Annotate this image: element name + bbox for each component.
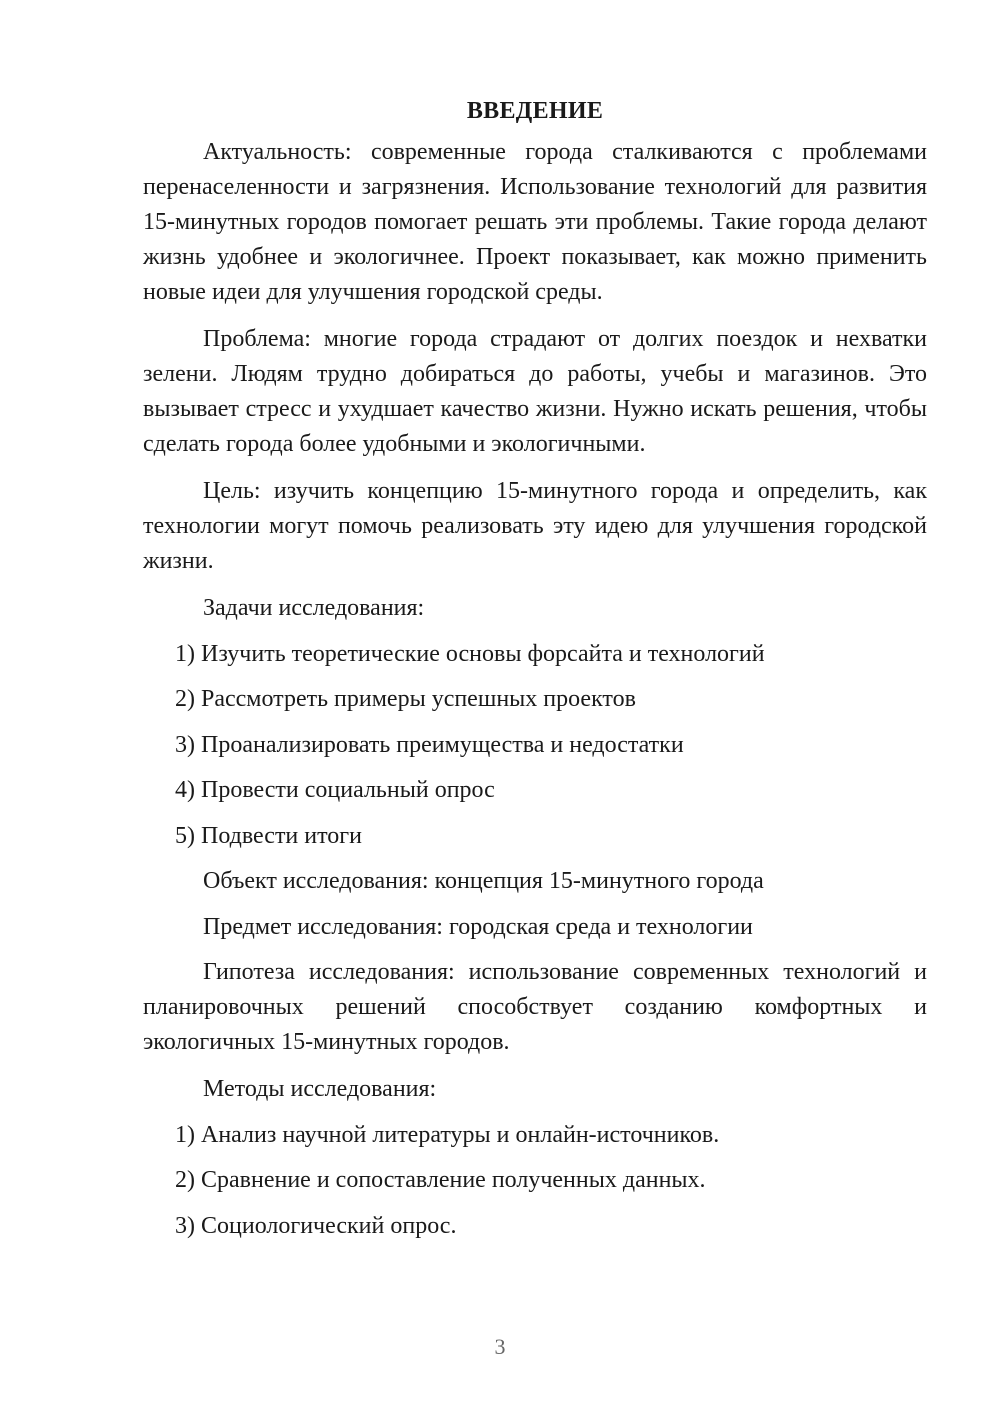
list-item: 5) Подвести итоги — [175, 822, 362, 849]
page-number: 3 — [494, 1334, 506, 1359]
problem-paragraph: Проблема: многие города страдают от долгих поездок и нехватки зелени. Людям трудно добираться до работы, учебы и магазинов. Это вызывает стресс и ухудшает качество жизни. Нужно искать решения, чтобы сделать города более удобными и экологичными. — [143, 326, 927, 457]
goal-paragraph: Цель: изучить концепцию 15-минутного города и определить, как технологии могут помочь реализовать эту идею для улучшения городской жизни. — [143, 478, 927, 574]
section-heading: ВВЕДЕНИЕ — [466, 98, 604, 124]
list-item: 3) Проанализировать преимущества и недостатки — [175, 731, 684, 758]
list-item: 3) Социологический опрос. — [175, 1212, 457, 1239]
list-item: 1) Анализ научной литературы и онлайн-источников. — [175, 1121, 720, 1148]
list-item: 2) Сравнение и сопоставление полученных данных. — [175, 1167, 706, 1193]
tasks-list — [143, 637, 927, 854]
list-item: 2) Рассмотреть примеры успешных проектов — [175, 686, 636, 712]
relevance-paragraph: Актуальность: современные города сталкиваются с проблемами перенаселенности и загрязнения. Использование технологий для развития 15-минутных городов помогает решать эти проблемы. Такие города делают жизнь удобнее и экологичнее. Проект показывает, как можно применить новые идеи для улучшения городской среды. — [143, 139, 927, 305]
list-item: 1) Изучить теоретические основы форсайта и технологий — [175, 640, 765, 667]
page-content — [143, 93, 927, 1254]
research-object: Объект исследования: концепция 15-минутного города — [203, 868, 764, 894]
methods-list — [143, 1118, 927, 1244]
list-item: 4) Провести социальный опрос — [175, 777, 495, 803]
hypothesis-paragraph: Гипотеза исследования: использование современных технологий и планировочных решений способствует созданию комфортных и экологичных 15-минутных городов. — [143, 959, 927, 1055]
research-subject: Предмет исследования: городская среда и технологии — [203, 913, 753, 940]
methods-heading: Методы исследования: — [203, 1076, 437, 1102]
tasks-heading: Задачи исследования: — [203, 595, 425, 621]
